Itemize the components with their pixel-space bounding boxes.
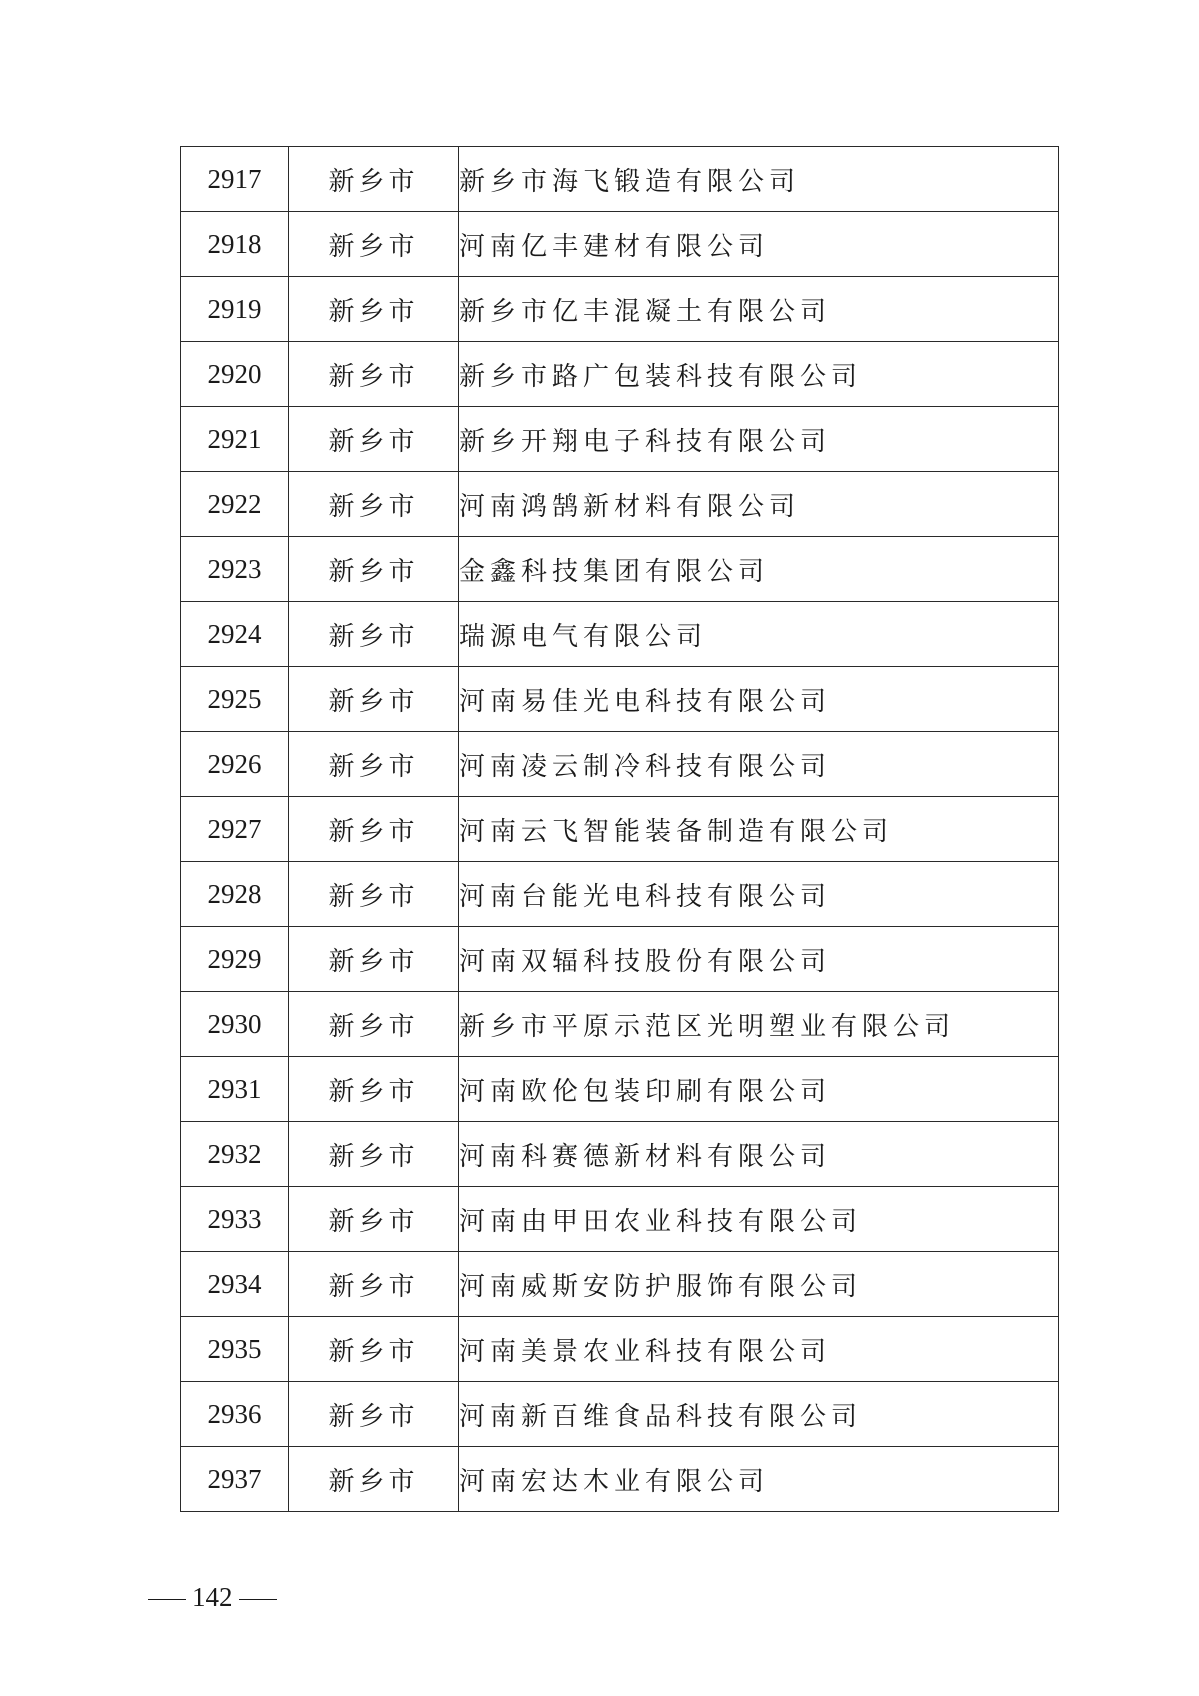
table-row: [181, 1317, 1059, 1382]
company-table: [180, 146, 1059, 1512]
row-number-cell: 2928: [181, 862, 289, 927]
row-number-cell: 2934: [181, 1252, 289, 1317]
row-number-cell: 2925: [181, 667, 289, 732]
table-row: [181, 1057, 1059, 1122]
left-dash: [148, 1599, 186, 1600]
row-number-cell: 2923: [181, 537, 289, 602]
table-body: [181, 147, 1059, 1512]
company-name-cell: 河南宏达木业有限公司: [459, 1447, 1059, 1512]
company-name-cell: 新乡市亿丰混凝土有限公司: [459, 277, 1059, 342]
city-cell: 新乡市: [289, 212, 459, 277]
company-name-cell: 河南台能光电科技有限公司: [459, 862, 1059, 927]
row-number-cell: 2920: [181, 342, 289, 407]
table-row: [181, 732, 1059, 797]
table-row: [181, 992, 1059, 1057]
company-name-cell: 河南凌云制冷科技有限公司: [459, 732, 1059, 797]
company-name-cell: 新乡市路广包装科技有限公司: [459, 342, 1059, 407]
table-row: [181, 537, 1059, 602]
company-name-cell: 河南新百维食品科技有限公司: [459, 1382, 1059, 1447]
table-row: [181, 212, 1059, 277]
table-row: [181, 472, 1059, 537]
row-number-cell: 2924: [181, 602, 289, 667]
city-cell: 新乡市: [289, 602, 459, 667]
city-cell: 新乡市: [289, 992, 459, 1057]
company-name-cell: 河南威斯安防护服饰有限公司: [459, 1252, 1059, 1317]
row-number-cell: 2937: [181, 1447, 289, 1512]
row-number-cell: 2931: [181, 1057, 289, 1122]
company-name-cell: 河南欧伦包装印刷有限公司: [459, 1057, 1059, 1122]
city-cell: 新乡市: [289, 797, 459, 862]
city-cell: 新乡市: [289, 667, 459, 732]
city-cell: 新乡市: [289, 1447, 459, 1512]
table-row: [181, 1187, 1059, 1252]
company-name-cell: 河南由甲田农业科技有限公司: [459, 1187, 1059, 1252]
table-row: [181, 147, 1059, 212]
table-row: [181, 602, 1059, 667]
table-row: [181, 1447, 1059, 1512]
city-cell: 新乡市: [289, 407, 459, 472]
page-footer: [148, 1582, 277, 1613]
city-cell: 新乡市: [289, 1382, 459, 1447]
table-row: [181, 797, 1059, 862]
city-cell: 新乡市: [289, 862, 459, 927]
company-name-cell: 瑞源电气有限公司: [459, 602, 1059, 667]
company-name-cell: 金鑫科技集团有限公司: [459, 537, 1059, 602]
company-name-cell: 河南易佳光电科技有限公司: [459, 667, 1059, 732]
city-cell: 新乡市: [289, 1317, 459, 1382]
table-row: [181, 407, 1059, 472]
row-number-cell: 2918: [181, 212, 289, 277]
company-name-cell: 河南鸿鹄新材料有限公司: [459, 472, 1059, 537]
city-cell: 新乡市: [289, 537, 459, 602]
row-number-cell: 2935: [181, 1317, 289, 1382]
city-cell: 新乡市: [289, 342, 459, 407]
city-cell: 新乡市: [289, 1187, 459, 1252]
company-name-cell: 河南亿丰建材有限公司: [459, 212, 1059, 277]
table-row: [181, 1122, 1059, 1187]
right-dash: [239, 1599, 277, 1600]
city-cell: 新乡市: [289, 1122, 459, 1187]
table-row: [181, 927, 1059, 992]
row-number-cell: 2930: [181, 992, 289, 1057]
city-cell: 新乡市: [289, 472, 459, 537]
row-number-cell: 2917: [181, 147, 289, 212]
row-number-cell: 2933: [181, 1187, 289, 1252]
city-cell: 新乡市: [289, 732, 459, 797]
company-name-cell: 河南美景农业科技有限公司: [459, 1317, 1059, 1382]
city-cell: 新乡市: [289, 927, 459, 992]
table-row: [181, 667, 1059, 732]
company-name-cell: 新乡市海飞锻造有限公司: [459, 147, 1059, 212]
row-number-cell: 2926: [181, 732, 289, 797]
table-row: [181, 1252, 1059, 1317]
table-row: [181, 1382, 1059, 1447]
row-number-cell: 2922: [181, 472, 289, 537]
row-number-cell: 2927: [181, 797, 289, 862]
city-cell: 新乡市: [289, 1252, 459, 1317]
table-row: [181, 277, 1059, 342]
row-number-cell: 2932: [181, 1122, 289, 1187]
company-name-cell: 河南双辐科技股份有限公司: [459, 927, 1059, 992]
city-cell: 新乡市: [289, 147, 459, 212]
table-row: [181, 862, 1059, 927]
city-cell: 新乡市: [289, 277, 459, 342]
company-name-cell: 河南云飞智能装备制造有限公司: [459, 797, 1059, 862]
row-number-cell: 2919: [181, 277, 289, 342]
page-number: 142: [192, 1582, 233, 1612]
company-name-cell: 河南科赛德新材料有限公司: [459, 1122, 1059, 1187]
row-number-cell: 2936: [181, 1382, 289, 1447]
city-cell: 新乡市: [289, 1057, 459, 1122]
company-name-cell: 新乡开翔电子科技有限公司: [459, 407, 1059, 472]
table-row: [181, 342, 1059, 407]
row-number-cell: 2929: [181, 927, 289, 992]
row-number-cell: 2921: [181, 407, 289, 472]
company-name-cell: 新乡市平原示范区光明塑业有限公司: [459, 992, 1059, 1057]
